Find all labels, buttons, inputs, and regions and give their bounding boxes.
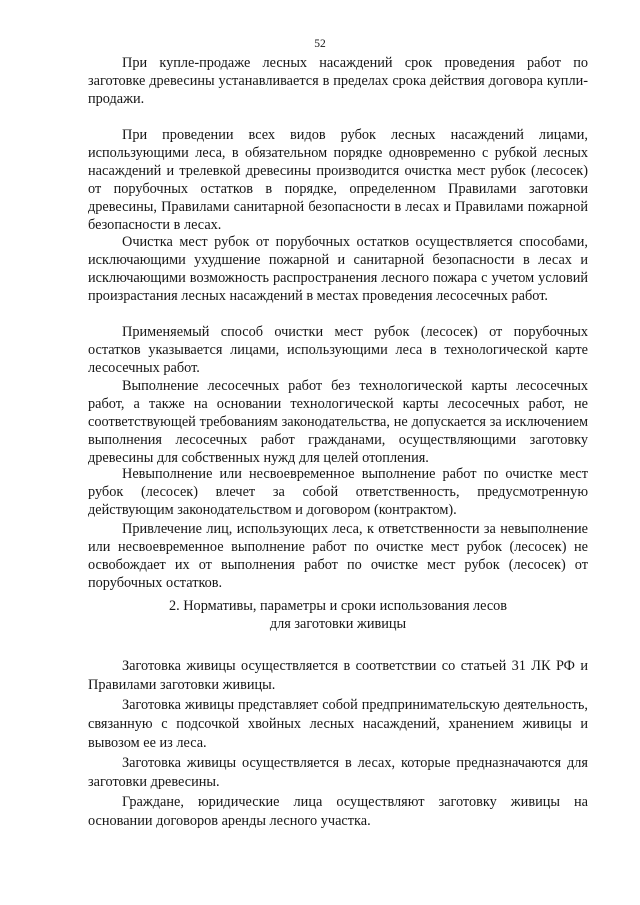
section-heading [88,597,588,633]
paragraph-3: Очистка мест рубок от порубочных остатков осуществляется способами, исключающими ухудшение пожарной и санитарной безопасности в лесах и исключающими возможность распространения лесного пожара с учетом условий произрастания лесных насаждений в местах проведения лесосечных работ. [88,234,588,305]
section-paragraph-3: Заготовка живицы осуществляется в лесах, которые предназначаются для заготовки древесины. [88,755,588,791]
paragraph-1: При купле-продаже лесных насаждений срок проведения работ по заготовке древесины устанавливается в пределах срока действия договора купли-продажи. [88,55,588,108]
page-number: 52 [314,38,326,50]
paragraph-4: Применяемый способ очистки мест рубок (лесосек) от порубочных остатков указывается лицами, использующими леса в технологической карте лесосечных работ. [88,324,588,377]
section-heading-line-2: для заготовки живицы [269,616,407,633]
section-paragraph-4: Граждане, юридические лица осуществляют заготовку живицы на основании договоров аренды лесного участка. [88,794,588,830]
paragraph-7: Привлечение лиц, использующих леса, к ответственности за невыполнение или несвоевременное выполнение работ по очистке мест рубок (лесосек) не освобождает их от выполнения работ по очистке мест рубок (лесосек) от порубочных остатков. [88,521,588,592]
section-paragraph-2: Заготовка живицы представляет собой предпринимательскую деятельность, связанную с подсочкой хвойных лесных насаждений, хранением живицы и вывозом ее из леса. [88,697,588,752]
paragraph-6: Невыполнение или несвоевременное выполнение работ по очистке мест рубок (лесосек) влечет за собой ответственность, предусмотренную действующим законодательством и договором (контрактом). [88,466,588,519]
paragraph-5: Выполнение лесосечных работ без технологической карты лесосечных работ, а также на основании технологической карты лесосечных работ, не соответствующей требованиям законодательства, не допускается за исключением выполнения лесосечных работ гражданами, осуществляющими заготовку древесины для собственных нужд для целей отопления. [88,378,588,467]
section-paragraph-1: Заготовка живицы осуществляется в соответствии со статьей 31 ЛК РФ и Правилами заготовки живицы. [88,658,588,694]
section-heading-line-1: 2. Нормативы, параметры и сроки использования лесов [168,598,508,614]
paragraph-2: При проведении всех видов рубок лесных насаждений лицами, использующими леса, в обязательном порядке одновременно с рубкой лесных насаждений и трелевкой древесины производится очистка мест рубок (лесосек) от порубочных остатков в порядке, определенном Правилами заготовки древесины, Правилами санитарной безопасности в лесах и Правилами пожарной безопасности в лесах. [88,127,588,234]
